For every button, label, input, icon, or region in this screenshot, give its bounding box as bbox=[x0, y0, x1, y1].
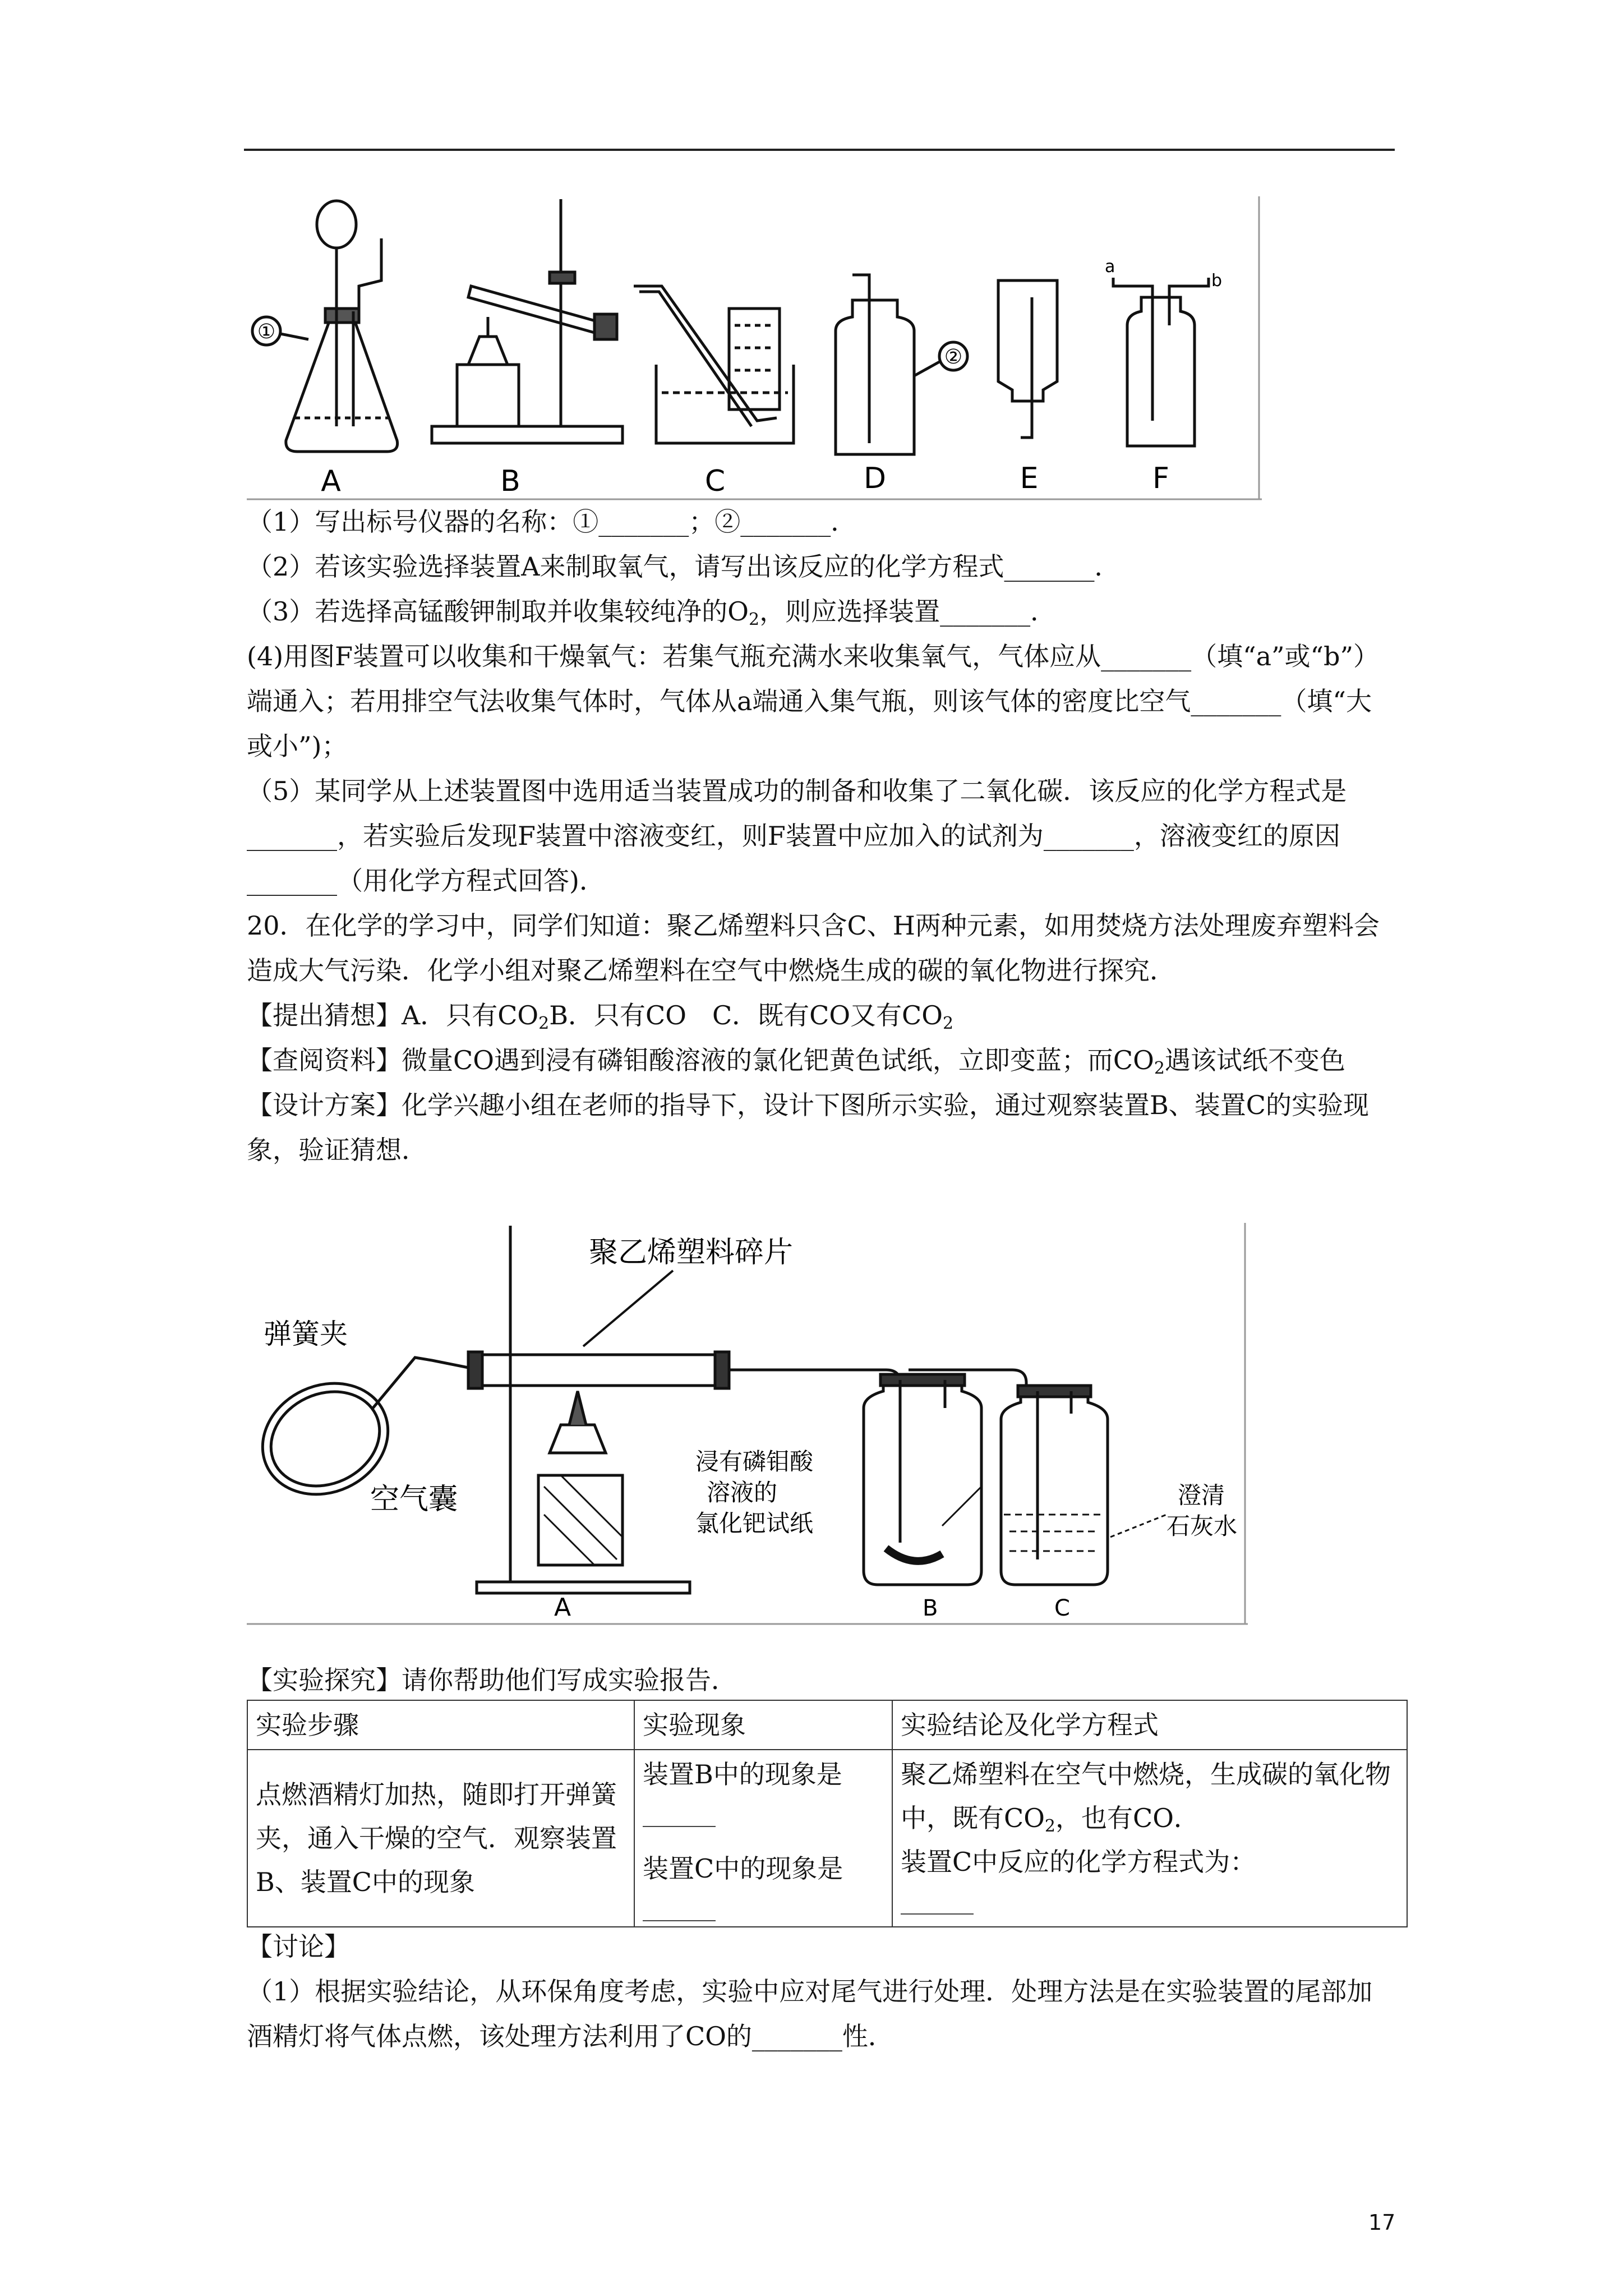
discussion-part-1: （1）根据实验结论，从环保角度考虑，实验中应对尾气进行处理．处理方法是在实验装置的尾部加酒精灯将气体点燃，该处理方法利用了CO的_______性． bbox=[247, 1976, 1373, 2051]
question-19 bbox=[247, 499, 1391, 1172]
apparatus-f-wash-bottle bbox=[1113, 278, 1209, 446]
label-setup-a: A bbox=[554, 1593, 571, 1622]
label-e: E bbox=[1020, 462, 1039, 495]
label-paper-1: 浸有磷钼酸 bbox=[695, 1448, 814, 1475]
conclusion-equation-prompt: 装置C中反应的化学方程式为： bbox=[901, 1847, 1256, 1877]
label-setup-b: B bbox=[923, 1595, 938, 1621]
q19-part-2: （2）若该实验选择装置A来制取氧气，请写出该反应的化学方程式_______． bbox=[247, 551, 1121, 582]
label-lime-1: 澄清 bbox=[1178, 1481, 1225, 1509]
report-heading-block bbox=[247, 1658, 1391, 1703]
header-steps: 实验步骤 bbox=[247, 1700, 634, 1750]
answer-blank bbox=[643, 1798, 716, 1827]
label-paper-2: 溶液的 bbox=[707, 1479, 778, 1506]
cell-steps: 点燃酒精灯加热，随即打开弹簧夹，通入干燥的空气．观察装置B、装置C中的现象 bbox=[247, 1750, 634, 1927]
answer-blank bbox=[901, 1885, 974, 1915]
answer-blank bbox=[643, 1892, 716, 1921]
cell-conclusion bbox=[892, 1750, 1407, 1927]
q20-design: 【设计方案】化学兴趣小组在老师的指导下，设计下图所示实验，通过观察装置B、装置C的实验现象，验证猜想． bbox=[247, 1090, 1369, 1165]
conclusion-text: 聚乙烯塑料在空气中燃烧，生成碳的氧化物中，既有$CO_2$，也有CO． bbox=[901, 1759, 1391, 1836]
port-label-b: b bbox=[1211, 271, 1223, 291]
apparatus-e-inverted bbox=[998, 280, 1057, 438]
label-plastic-fragments: 聚乙烯塑料碎片 bbox=[589, 1236, 794, 1269]
apparatus-figure-1 bbox=[247, 196, 1262, 502]
phenomenon-c: 装置C中的现象是 bbox=[643, 1853, 843, 1884]
marker-2: ② bbox=[944, 346, 963, 369]
header-phenomena: 实验现象 bbox=[634, 1700, 892, 1750]
apparatus-c-trough bbox=[634, 286, 794, 443]
q19-part-3: （3）若选择高锰酸钾制取并收集较纯净的$O_2$，则应选择装置_______． bbox=[247, 596, 1057, 629]
label-d: D bbox=[863, 462, 887, 495]
port-label-a: a bbox=[1105, 257, 1115, 277]
label-f: F bbox=[1152, 462, 1169, 495]
label-spring-clamp: 弹簧夹 bbox=[264, 1318, 348, 1350]
label-lime-2: 石灰水 bbox=[1166, 1512, 1238, 1540]
page-number: 17 bbox=[1368, 2210, 1396, 2235]
apparatus-b-heater bbox=[432, 199, 623, 443]
header-rule bbox=[244, 149, 1395, 151]
q19-part-5: （5）某同学从上述装置图中选用适当装置成功的制备和收集了二氧化碳．该反应的化学方程式是_______，若实验后发现F装置中溶液变红，则F装置中应加入的试剂为_______，溶液变红的原因_______（用化学方程式回答)． bbox=[247, 776, 1347, 896]
label-paper-3: 氯化钯试纸 bbox=[695, 1510, 814, 1537]
q20-intro: 20．在化学的学习中，同学们知道：聚乙烯塑料只含C、H两种元素，如用焚烧方法处理废弃塑料会造成大气污染．化学小组对聚乙烯塑料在空气中燃烧生成的碳的氧化物进行探究． bbox=[247, 910, 1380, 986]
q20-info: 【查阅资料】微量CO遇到浸有磷钼酸溶液的氯化钯黄色试纸，立即变蓝；而$CO_2$遇该试纸不变色 bbox=[247, 1045, 1345, 1078]
q20-guess: 【提出猜想】A．只有$CO_2B$．只有CO C．既有CO又有$CO_2$ bbox=[247, 1000, 954, 1033]
q19-part-1: （1）写出标号仪器的名称：①_______；②_______． bbox=[247, 507, 857, 537]
label-setup-c: C bbox=[1054, 1595, 1070, 1621]
discussion-block bbox=[247, 1924, 1391, 2059]
q19-part-4: (4)用图F装置可以收集和干燥氧气：若集气瓶充满水来收集氧气，气体应从_______（填“a”或“b”）端通入；若用排空气法收集气体时，气体从a端通入集气瓶，则该气体的密度比空气_______（填“大或小”)； bbox=[247, 641, 1380, 761]
table-row bbox=[247, 1750, 1407, 1927]
label-a: A bbox=[321, 464, 341, 498]
header-conclusion: 实验结论及化学方程式 bbox=[892, 1700, 1407, 1750]
label-b: B bbox=[500, 464, 520, 498]
marker-1: ① bbox=[257, 320, 276, 343]
discussion-heading: 【讨论】 bbox=[247, 1931, 350, 1962]
experiment-report-table bbox=[247, 1700, 1408, 1927]
label-air-bag: 空气囊 bbox=[370, 1483, 458, 1516]
apparatus-figure-2 bbox=[247, 1223, 1248, 1627]
report-heading: 【实验探究】请你帮助他们写成实验报告． bbox=[247, 1665, 737, 1695]
phenomenon-b: 装置B中的现象是 bbox=[643, 1759, 842, 1789]
label-c: C bbox=[704, 464, 726, 498]
table-header-row bbox=[247, 1700, 1407, 1750]
cell-phenomena bbox=[634, 1750, 892, 1927]
